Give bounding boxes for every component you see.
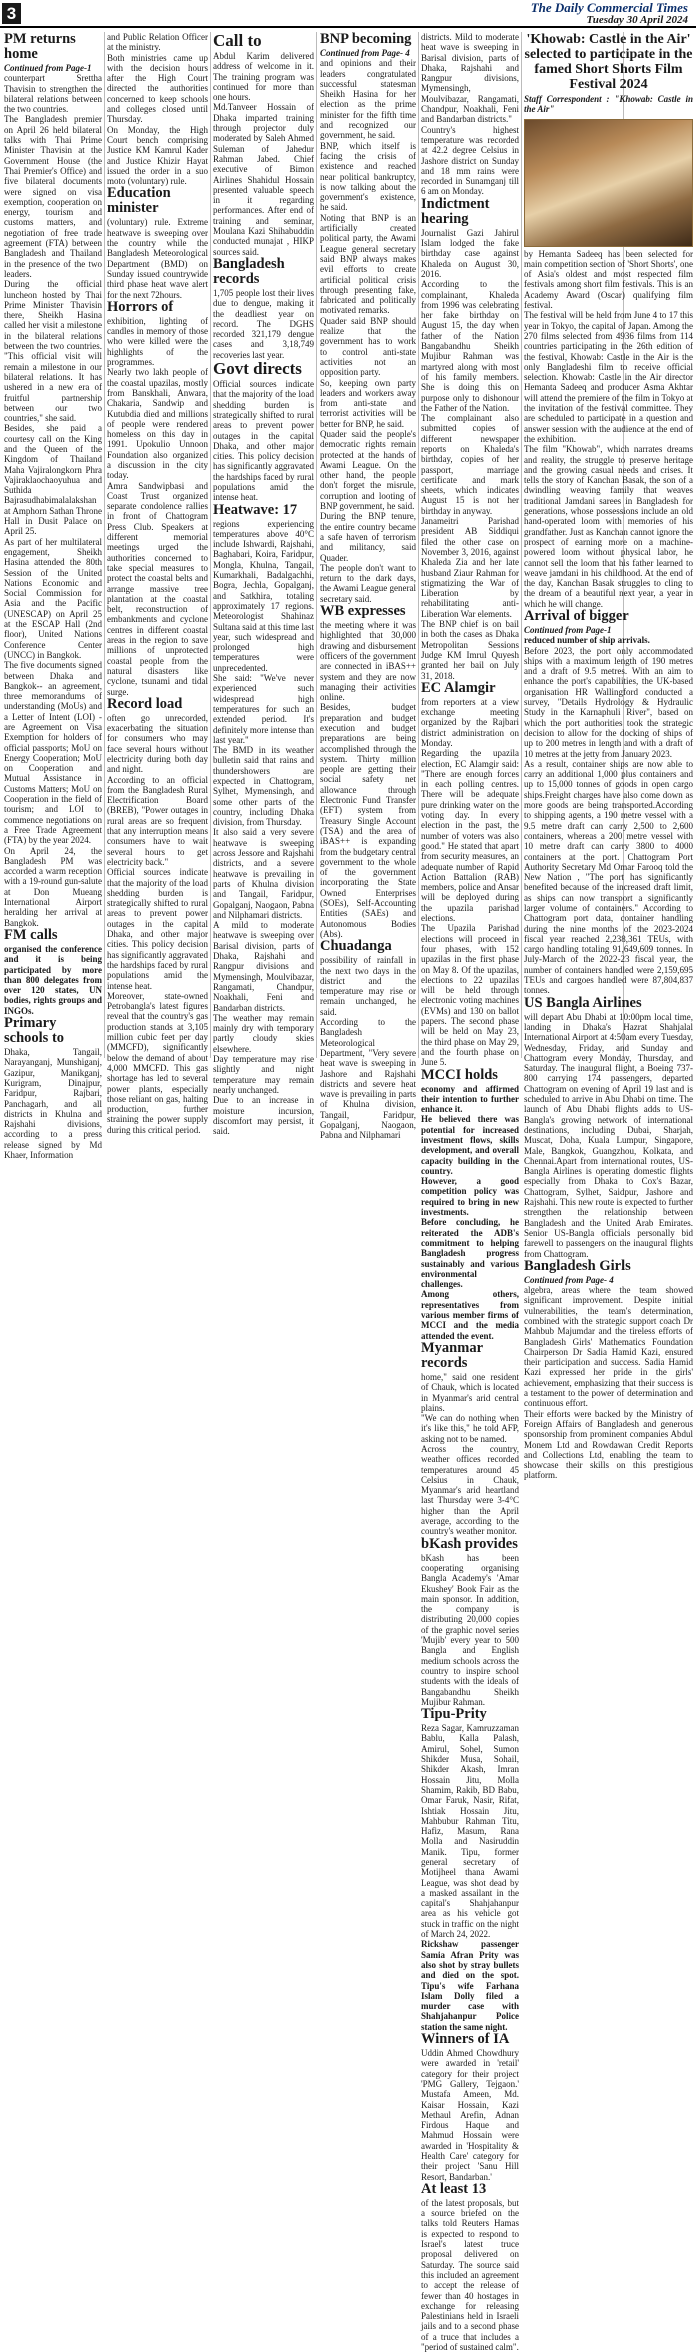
paragraph: Due to an increase in moisture incursion, discomfort may persist, it said. (213, 1095, 314, 1137)
paragraph: According to an official from the Bangladesh Rural Electrification Board (BREB), "Power outages in rural areas are so frequent that any interruption means consumers have to wait several hours to get electricity back." (107, 774, 208, 867)
column-rule (210, 32, 211, 1058)
paragraph: Dhaka, Tangail, Narayanganj, Munshiganj, Gazipur, Manikganj, Kurigram, Dinajpur, Faridpur, Rajbari, Panchagarh, and all districts in Khulna and Rajshahi divisions, according to a press release signed by Md Khaer, Information (4, 1047, 102, 1160)
feature-headline[interactable]: 'Khowab: Castle in the Air' selected to participate in the famed Short Shorts Film Festival 2024 (524, 32, 693, 92)
paragraph: Besides, she paid a courtesy call on the King and the Queen of the Kingdom of Thailand Maha Vajiralongkorn Phra Vajiraklaochaoyuhua and Suthida Bajrasudhabimalalakshan at Amphorn Sathan Throne Hall in Dusit Palace on April 25. (4, 423, 102, 537)
paragraph: (voluntary) rule. Extreme heatwave is sweeping over the country while the Bangladesh Meteorological Department (BMD) on Sunday issued countrywide third phase heat wave alert for the next 72hours. (107, 217, 208, 300)
paragraph: During the official luncheon hosted by Thai Prime Minister Thavisin there, Sheikh Hasina called her visit a milestone in the bilateral relations between the two countries. "This official visit will remain a milestone in our bilateral relations. It has ushered in a new era of fruitful partnership between our two countries," she said. (4, 279, 102, 424)
column-4 (320, 31, 416, 1141)
headline-horrors[interactable]: Horrors of (107, 298, 174, 315)
paragraph: BNP, which itself is facing the crisis of existence and reached near political bankruptcy, is now talking about the government's existence, he said. (320, 140, 416, 213)
paragraph: During the BNP tenure, the entire country became a safe haven of terrorism and militancy, said Quader. (320, 511, 416, 563)
paragraph: reduced number of ship arrivals. (524, 635, 650, 646)
paragraph: organised the conference and it is being participated by more than 800 delegates from over 120 states, UN bodies, rights groups and INGOs. (4, 943, 102, 1016)
paragraph: So, keeping own party leaders and workers away from anti-state and terrorist activities will be better for BNP, he said. (320, 377, 416, 429)
paragraph: The festival will be held from June 4 to 17 this year in Tokyo, the capital of Japan. Among the 270 films selected from 4936 films from 114 countries participating in the 26th edition of the festival, Khowab: Castle in the Air is the only Bangladeshi film to receive official selection. Khowab: Castle in the Air director Hemanta Sadeeq and producer Asma Akhtar will attend the premiere of the film in Tokyo at the invitation of the festival committee. They are scheduled to participate in a question and answer session with the audience at the end of the exhibition. (524, 310, 693, 444)
paragraph: bKash has been cooperating organising Bangla Academy's 'Amar Ekushey' Book Fair as the main sponsor. In addition, the company is distributing 20,000 copies of the graphic novel series 'Mujib' every year to 500 Bangla and English medium schools across the country to inspire school students with the ideals of Bangabandhu Sheikh Mujibur Rahman. (421, 1552, 519, 1707)
column-5 (421, 32, 519, 2352)
paragraph: Moreover, state-owned Petrobangla's latest figures reveal that the country's gas production stands at 3,105 million cubic feet per day (MMCFD), significantly below the demand of about 4,000 MMCFD. This gas shortage has led to several power plants, especially those reliant on gas, halting production, further straining the power supply during this critical period. (107, 990, 208, 1135)
paragraph: Country's highest temperature was recorded at 42.2 degree Celsius in Jashore district on Sunday and 18 mm rains were recorded in Sunamganj till 6 am on Monday. (421, 124, 519, 197)
paragraph: Quader said the people's democratic rights remain protected at the hands of Awami League. On the other hand, the people don't forget the misrule, corruption and looting of BNP government, he said. (320, 428, 416, 512)
column-1 (4, 31, 102, 1160)
headline-heatwave[interactable]: Heatwave: 17 (213, 501, 298, 518)
continued-note: Continued from Page-1 (4, 63, 92, 73)
paragraph: 1,705 people lost their lives due to dengue, making it the deadliest year on record. The DGHS recorded 321,179 dengue cases and 3,18,749 recoveries last year. (213, 287, 314, 360)
headline-education-minister[interactable]: Education minister (107, 185, 171, 217)
feature-column (524, 32, 693, 1481)
paragraph: It also said a very severe heatwave is sweeping across Jessore and Rajshahi districts, and a severe heatwave is prevailing in parts of Khulna division and Tangail, Faridpur, Gopalganj, Naogaon, Pabna and Nilphamari districts. (213, 827, 314, 920)
headline-myanmar-records[interactable]: Myanmar records (421, 1339, 483, 1371)
paragraph: Before concluding, he reiterated the ADB's commitment to helping Bangladesh progress sustainably and various environmental challenges. (421, 1217, 519, 1290)
paragraph: As a result, container ships are now able to carry an additional 1,000 plus containers and up to 15,000 tonnes of goods in open cargo ships.Freight charges have also come down as more goods are being transported.According to shipping agents, a 190 metre vessel with a 9.5 metre draft can carry 2,500 to 2,600 containers, whereas a 200 metre vessel with 10 metre draft can carry 3800 to 4000 containers at the port. Chattogram Port Authority Secretary Md Omar Farooq told the New Nation , "The port has significantly benefited because of the increased draft limit, as ships can now transport a significantly larger volume of containers." According to Chattogram port data, container handling during the nine months of the 2023-2024 fiscal year reached 2,238,361 TEUs, with cargo handling totaling 91,649,609 tonnes. In July-March of the 2022-23 fiscal year, the number of containers handled were 2,159,695 TEUs and cargoes handled were 87,804,837 tonnes. (524, 758, 693, 996)
paragraph: As part of her multilateral engagement, Sheikh Hasina attended the 80th Session of the United Nations Economic and Social Commission for Asia and the Pacific (UNESCAP) on April 25 at the ESCAP Hall (2nd floor), United Nations Conference Center (UNCC) in Bangkok. (4, 536, 102, 660)
paragraph: Their efforts were backed by the Ministry of Foreign Affairs of Bangladesh and generous sponsorship from prominent companies Abdul Monem Ltd and Rowdawan Credit Reports and Collections Ltd, enabling the team to showcase their skills on this prestigious platform. (524, 1408, 693, 1481)
headline-chuadanga[interactable]: Chuadanga (320, 938, 392, 955)
paragraph: Noting that BNP is an artificially created political party, the Awami League general secretary said BNP always makes evil efforts to create artificial political crisis through presenting fake, fabricated and politically motivated remarks. (320, 212, 416, 316)
paragraph: often go unrecorded, exacerbating the situation for consumers who may face several hours without electricity during both day and night. (107, 712, 208, 775)
continued-note: Continued from Page-1 (524, 624, 612, 635)
issue-date: Tuesday 30 April 2024 (586, 14, 688, 26)
headline-record-load[interactable]: Record load (107, 695, 183, 712)
column-rule (316, 32, 317, 1058)
paragraph: Across the country, weather offices recorded temperatures around 45 Celsius in Chauk, Myanmar's arid heartland last Thursday were 3-4°C higher than the April average, according to the country's weather monitor. (421, 1444, 519, 1537)
headline-winners-ia[interactable]: Winners of IA (421, 2031, 510, 2048)
paragraph: Reza Sagar, Kamruzzaman Bablu, Kalla Palash, Amirul, Sohel, Sumon Shikder Musa, Sohail, Shikder Akash, Imran Hossain Jitu, Molla Shamim, Rakib, BD Babu, Omar Faruk, Nasir, Rifat, Ishtiak Hossain Jitu, Mahbubur Rahman Titu, Hafiz, Masum, Rana Molla and Nasiruddin Manik. Tipu, former general secretary of Motijheel thana Awami League, was shot dead by a masked assailant in the capital's Shahjahanpur area as his vehicle got stuck in traffic on the night of March 24, 2022. (421, 1723, 519, 1940)
paragraph: Among others, representatives from various member firms of MCCI and the media attended the event. (421, 1289, 519, 1341)
headline-mcci-holds[interactable]: MCCI holds (421, 1066, 498, 1083)
paragraph: The complainant also submitted copies of different newspaper reports on Khaleda's birthday, copies of her passport, marriage certificate and mark sheets, which indicates August 15 is not her birthday in anyway. (421, 413, 519, 516)
paragraph: and Public Relation Officer at the ministry. (107, 32, 208, 53)
byline: Staff Correspondent : "Khowab: Castle in the Air" (524, 94, 693, 115)
masthead-brand: The Daily Commercial Times (530, 0, 688, 15)
paragraph: economy and affirmed their intention to further enhance it. (421, 1083, 519, 1115)
paragraph: The film "Khowab", which narrates dreams and reality, the struggle to preserve heritage and the growing casual needs and crises. It tells the story of Kanchan Basak, the son of a dwindling weaving family that weaves traditional Jamdani sarees in Bangladesh for generations, whose possessions include an old hand-operated loom with memories of his grandfather. Just as Kanchan cannot ignore the prospect of earning more on a machine-powered loom without physical labor, he cannot sell the loom that his father learned to weave jamdani in his childhood. At the end of the day, Kanchan Basak struggles to cling to the dream of a beautiful next year, a year in which he will change. (524, 444, 693, 609)
paragraph: On Monday, the High Court bench comprising Justice KM Kamrul Kader and Justice Khizir Hayat issued the order in a suo moto (voluntary) rule. (107, 124, 208, 187)
paragraph: The weather may remain mainly dry with temporary partly cloudy skies elsewhere. (213, 1012, 314, 1054)
column-2 (107, 32, 208, 1135)
paragraph: The BNP chief is on bail in both the cases as Dhaka Metropolitan Sessions Judge KM Imrul Quyesh granted her bail on July 31, 2018. (421, 619, 519, 681)
paragraph: of the latest proposals, but a source briefed on the talks told Reuters Hamas is expected to respond to Israel's latest truce proposal delivered on Saturday. The source said this included an agreement to accept the release of fewer than 40 hostages in exchange for releasing Palestinians held in Israeli jails and to a second phase of a truce that includes a "period of sustained calm". (421, 2197, 519, 2352)
paragraph: Both ministries came up with the decision hours after the High Court directed the authorities concerned to keep schools and colleges closed until Thursday. (107, 52, 208, 125)
paragraph: A mild to moderate heatwave is sweeping over Barisal division, parts of Dhaka, Rajshahi and Rangpur divisions and Mymensingh, Moulvibazar, Rangamati, Chandpur, Noakhali, Feni and Bandarban districts. (213, 920, 314, 1013)
paragraph: However, a good competition policy was required to bring in new investments. (421, 1176, 519, 1218)
paragraph: districts. Mild to moderate heat wave is sweeping in Barisal division, parts of Dhaka, Rajshahi and Rangpur divisions, Mymensingh, Moulvibazar, Rangamati, Chandpur, Noakhali, Feni and Bandarban districts." (421, 32, 519, 125)
paragraph: Official sources indicate that the majority of the load shedding burden is strategically shifted to rural areas to prevent power outages in the capital Dhaka, and other major cities. This policy decision has significantly aggravated the hardships faced by rural populations amid the intense heat. (107, 867, 208, 991)
paragraph: Journalist Gazi Jahirul Islam lodged the fake birthday case against Khaleda on August 30, 2016. (421, 227, 519, 279)
headline-at-least-13[interactable]: At least 13 (421, 2180, 487, 2197)
column-rule (418, 32, 419, 1058)
paragraph: Abdul Karim delivered address of welcome in it. The training program was continued for more than one hours. (213, 51, 314, 103)
page-number: 3 (2, 3, 21, 24)
continued-note: Continued from Page- 4 (524, 1274, 614, 1285)
paragraph: exhibition, lighting of candles in memory of those who were killed were the highlights of the programmes. (107, 315, 208, 368)
headline-bnp-becoming[interactable]: BNP becoming (320, 31, 412, 47)
paragraph: Rickshaw passenger Samia Afran Prity was also shot by stray bullets and died on the spot. Tipu's wife Farhana Islam Dolly filed a murder case with Shahjahanpur Police station the same night. (421, 1939, 519, 2032)
paragraph: The Upazila Parishad elections will proceed in four phases, with 152 upazilas in the first phase on May 8. Of the upazilas, elections to 22 upazilas will be held through electronic voting machines (EVMs) and 130 on ballot papers. The second phase will be held on May 23, the third phase on May 29, and the fourth phase on June 5. (421, 923, 519, 1068)
paragraph: Janameitri Parishad president AB Siddiqui filed the other case on November 3, 2016, against Khaleda Zia and her late husband Ziaur Rahman for stigmatizing the War of Liberation by rehabilitating anti-Liberation War elements. (421, 516, 519, 619)
paragraph: The BMD in its weather bulletin said that rains and thundershowers are expected in Chattogram, Sylhet, Mymensingh, and some other parts of the country, including Dhaka division, from Thursday. (213, 745, 314, 828)
paragraph: Uddin Ahmed Chowdhury were awarded in 'retail' category for their project 'PMG Gallery, Tejgaon.' Mustafa Ameen, Md. Kaisar Hossain, Kazi Methaul Arefin, Adnan Firdous Haque and Mahmud Hossain were awarded in 'Hospitality & Health Care' category for their project 'Sanu Hill Resort, Bandarban.' (421, 2048, 519, 2182)
paragraph: counterpart Srettha Thavisin to strengthen the bilateral relations between the two countries. (4, 73, 102, 115)
headline-primary-schools[interactable]: Primary schools to (4, 1015, 65, 1047)
headline-fm-calls[interactable]: FM calls (4, 926, 58, 943)
paragraph: algebra, areas where the team showed significant improvement. Despite initial vulnerabilities, the team's determination, combined with the strategic support coach Dr Mahbub Majumdar and the tireless efforts of Bangladesh Girls' Mathematics Foundation Chairperson Dr Sadia Hamid Kazi, ensured their participation and success. Sadia Hamid Kazi expressed her pride in the girls' achievement, emphasizing that their success is a testament to the power of determination and continuous effort. (524, 1285, 693, 1409)
paragraph: home," said one resident of Chauk, which is located in Myanmar's arid central plains. (421, 1371, 519, 1413)
paragraph: Quader said BNP should realize that the government has to work to control anti-state activities not an opposition party. (320, 315, 416, 378)
page-header (0, 0, 696, 28)
paragraph: Besides, budget preparation and budget execution and budget preparations are being accomplished through the system. Thirty million people are getting their social safety net allowance through Electronic Fund Transfer (EFT) system from Treasury Single Account (TSA) and the area of iBAS++ is expanding from the budgetary central government to the whole of the government incorporating the State Owned Enterprises (SOEs), Self-Accounting Entities (SAEs) and Autonomous Bodies (Abs). (320, 702, 416, 939)
headline-bkash-provides[interactable]: bKash provides (421, 1535, 518, 1552)
headline-bangladesh-girls[interactable]: Bangladesh Girls (524, 1257, 631, 1274)
continued-note: Continued from Page- 4 (320, 48, 410, 58)
paragraph: by Hemanta Sadeeq has been selected for main competition section of 'Short Shorts', one of Asia's oldest and most respected film festivals among short film festivals. This is an Academy Award (Oscar) qualifying film festival. (524, 248, 693, 311)
paragraph: Regarding the upazila election, EC Alamgir said: "There are enough forces in each polling centres. There will be adequate pure drinking water on the voting day. In every election in the past, the number of voters was also good." He stated that apart from security measures, an adequate number of Rapid Action Battalion (RAB) members, police and Ansar will be deployed during the upazila parishad elections. (421, 748, 519, 924)
headline-us-bangla[interactable]: US Bangla Airlines (524, 994, 642, 1011)
headline-call-to[interactable]: Call to (213, 31, 262, 50)
headline-govt-directs[interactable]: Govt directs (213, 359, 302, 379)
paragraph: Md.Tanveer Hossain of Dhaka imparted training through projector duly moderated by Saleh Ahmed Suleman of Jahedur Rahman Jabed. Chief executive of Bimon Airlines Shahidul Hossain presented valuable speech in it regarding performances. After end of training and seminar, Moulana Kazi Shihabuddin conducted munajat , HIKP sources said. (213, 102, 314, 257)
paragraph: The five documents signed between Dhaka and Bangkok-- an agreement, three memorandums of understanding (MoUs) and a Letter of Intent (LOI) - are Agreement on Visa Exemption for holders of official passports; MoU on Energy Cooperation; MoU on Cooperation and Mutual Assistance in Customs Matters; MoU on Cooperation in the field of tourism; and LOI to commence negotiations on a Free Trade Agreement (FTA) by the year 2024. (4, 660, 102, 846)
paragraph: Day temperature may rise slightly and night temperature may remain nearly unchanged. (213, 1054, 314, 1095)
paragraph: Nearly two lakh people of the coastal upazilas, mostly from Banskhali, Anwara, Chakaria, Sandwip and Kutubdia died and millions of people were rendered homeless on this day in 1991. Upokulio Unnoon Foundation also organized a discussion in the city today. (107, 367, 208, 481)
column-rule (104, 32, 105, 1058)
paragraph: and opinions and their leaders congratulated successful statesman Sheikh Hasina for her election as the prime minister for the fifth time and recognized our government, he said. (320, 58, 416, 141)
column-3 (213, 31, 314, 1137)
headline-wb-expresses[interactable]: WB expresses (320, 603, 406, 620)
headline-bangladesh-records[interactable]: Bangladesh records (213, 255, 285, 287)
paragraph: Official sources indicate that the majority of the load shedding burden is strategically shifted to rural areas to prevent power outages in the capital Dhaka, and other major cities. This policy decision has significantly aggravated the hardships faced by rural populations amid the intense heat. (213, 379, 314, 503)
paragraph: the meeting where it was highlighted that 30,000 drawing and disbursement officers of the government are connected in iBAS++ system and they are now managing their activities online. (320, 620, 416, 703)
column-rule (521, 32, 522, 1058)
paragraph: possibility of rainfall in the next two days in the district and the temperature may rise or remain unchanged, he said. (320, 955, 416, 1017)
paragraph: The people don't want to return to the dark days, the Awami League general secretary said. (320, 562, 416, 604)
headline-pm-returns[interactable]: PM returns home (4, 31, 76, 62)
headline-tipu-prity[interactable]: Tipu-Prity (421, 1706, 487, 1723)
paragraph: will depart Abu Dhabi at 10:00pm local time, landing in Dhaka's Hazrat Shahjalal International Airport at 4:50am every Tuesday, Wednesday, Friday, and Sunday and Chattogram every Monday, Thursday, and Saturday. The inaugural flight, a Boeing 737-800 carrying 174 passengers, departed Chattogram on evening of April 19 last and is scheduled to arrive in Abu Dhabi on time. The launch of Abu Dhabi flights adds to US-Bangla's growing network of international destinations, including Dubai, Sharjah, Muscat, Doha, Kuala Lumpur, Singapore, Male, Bangkok, Guangzhou, Kolkata, and Chennai.Apart from international routes, US-Bangla Airlines is operating domestic flights especially from Dhaka to Cox's Bazar, Chattogram, Sylhet, Saidpur, Jashore and Rajshahi. This new route is expected to further strengthen the relationship between Bangladesh and the United Arab Emirates. Senior US-Bangla officials personally bid farewell to passengers on the inaugural flights from Chattogram. (524, 1011, 693, 1259)
headline-indictment-hearing[interactable]: Indictment hearing (421, 195, 490, 227)
paragraph: from reporters at a view exchange meeting organized by the Rajbari district administration on Monday. (421, 696, 519, 748)
paragraph: Amra Sandwipbasi and Coast Trust organized separate condolence rallies in front of Chattogram Press Club. Speakers at different memorial meetings urged the authorities concerned to take special measures to protect the coastal belts and arrange massive tree plantation at the coastal belt, reconstruction of embankments and cyclone centres in different coastal areas in the region to save millions of unprotected coastal people from the natural disasters like cyclone, tsunami and tidal surge. (107, 480, 208, 697)
paragraph: Before 2023, the port only accommodated ships with a maximum length of 190 metres and a draft of 9.5 metres. With an aim to enhance the port's capabilities, the UK-based organisation HR Wallingford conducted a survey, "Details Hydrology & Hydraulic Study in the Karnaphuli River", based on which the port authorities took the strategic decision to allow for the docking of ships of up to 200 metres in length and with a draft of 10 metres at the jetty from January 2023. (524, 645, 693, 759)
paragraph: He believed there was potential for increased investment flows, skills development, and overall capacity building in the country. (421, 1114, 519, 1176)
paragraph: The Bangladesh premier on April 26 held bilateral talks with Thai Prime Minister Thavisin at the Government House (the Thai Premier's Office) and five bilateral documents were signed on visa exemption, cooperation on energy, tourism and customs matters, and negotiation of free trade agreement (FTA) between Bangladesh and Thailand in the presence of the two leaders. (4, 114, 102, 279)
paragraph: "We can do nothing when it's like this," he told AFP, asking not to be named. (421, 1413, 519, 1444)
paragraph: regions experiencing temperatures above 40°C include Ishwardi, Rajshahi, Baghabari, Koira, Faridpur, Mongla, Khulna, Tangail, Kumarkhali, Badalgachhi, Bogra, Jechla, Gopalganj, and Satkhira, totaling approximately 17 regions. Meteorologist Shahinaz Sultana said at this time last year, such widespread and prolonged high temperatures were unprecedented. (213, 518, 314, 673)
paragraph: She said: "We've never experienced such widespread high temperatures for such an extended period. It's definitely more intense than last year." (213, 673, 314, 745)
paragraph: According to the Bangladesh Meteorological Department, "Very severe heat wave is sweeping in Jashore and Rajshahi districts and severe heat wave is prevailing in parts of Khulna division, Tangail, Faridpur, Gopalganj, Naogaon, Pabna and Nilphamari (320, 1017, 416, 1141)
paragraph: On April 24, the Bangladesh PM was accorded a warm reception with a 19-round gun-salute at Don Mueang International Airport heralding her arrival at Bangkok. (4, 845, 102, 928)
film-still-photo (524, 119, 693, 247)
paragraph: According to the complainant, Khaleda from 1996 was celebrating her fake birthday on August 15, the day when father of the Nation Bangabandhu Sheikh Mujibur Rahman was martyred along with most of his family members. She is doing this on purpose only to dishonour the Father of the Nation. (421, 279, 519, 413)
headline-arrival-bigger[interactable]: Arrival of bigger (524, 607, 629, 624)
headline-ec-alamgir[interactable]: EC Alamgir (421, 679, 496, 696)
